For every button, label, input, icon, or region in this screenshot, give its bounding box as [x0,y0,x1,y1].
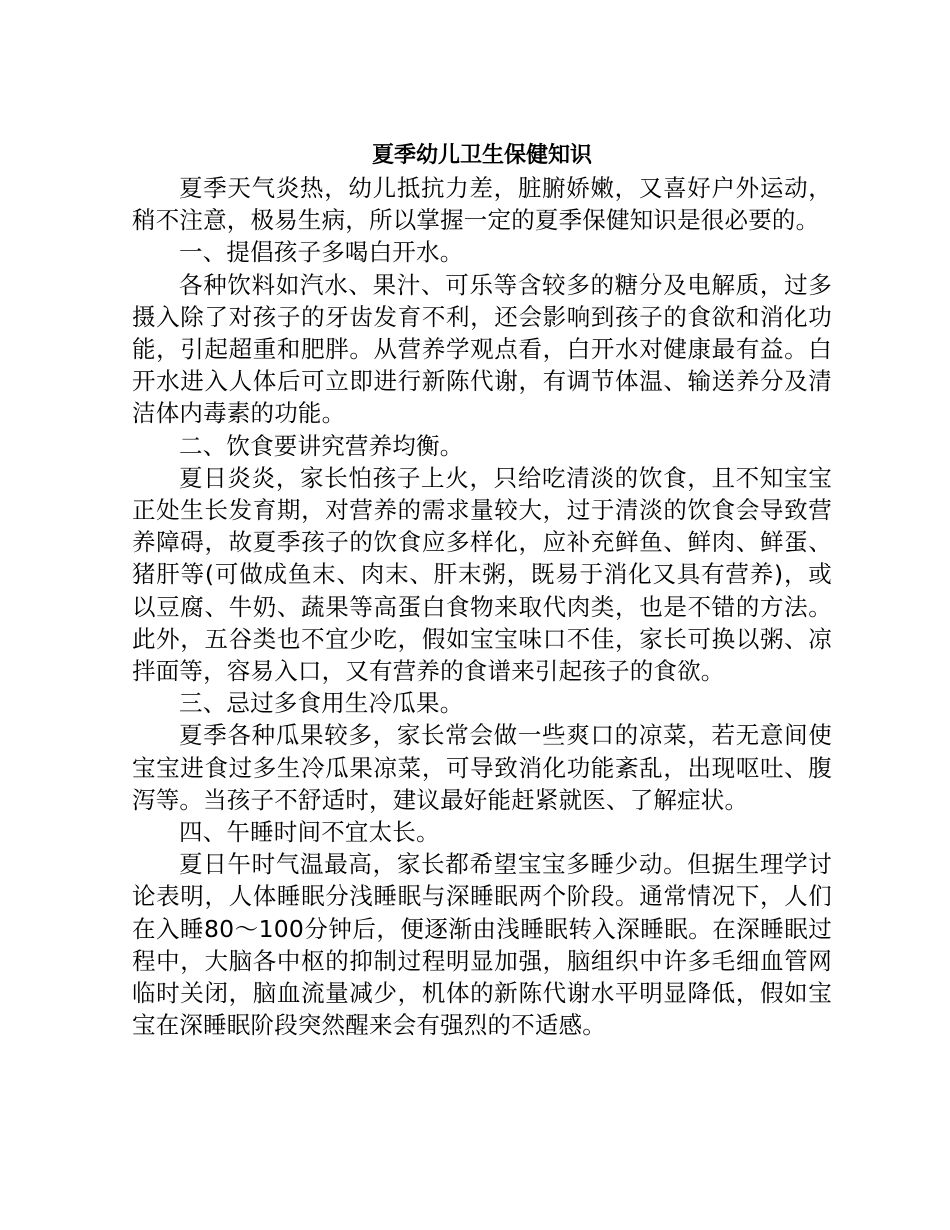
document-page [132,140,832,1041]
section-heading-3: 三、忌过多食用生冷瓜果。 [179,689,464,718]
paragraph-nutrition: 夏日炎炎，家长怕孩子上火，只给吃清淡的饮食，且不知宝宝正处生长发育期，对营养的需求量较大，过于清淡的饮食会导致营养障碍，故夏季孩子的饮食应多样化，应补充鲜鱼、鲜肉、鲜蛋、猪肝等(可做成鱼末、肉末、肝末粥，既易于消化又具有营养)，或以豆腐、牛奶、蔬果等高蛋白食物来取代肉类，也是不错的方法。此外，五谷类也不宜少吃，假如宝宝味口不佳，家长可换以粥、凉拌面等，容易入口，又有营养的食谱来引起孩子的食欲。 [132,463,832,686]
paragraph-water: 各种饮料如汽水、果汁、可乐等含较多的糖分及电解质，过多摄入除了对孩子的牙齿发育不利，还会影响到孩子的食欲和消化功能，引起超重和肥胖。从营养学观点看，白开水对健康最有益。白开水进入人体后可立即进行新陈代谢，有调节体温、输送养分及清洁体内毒素的功能。 [132,270,832,428]
paragraph-nap: 夏日午时气温最高，家长都希望宝宝多睡少动。但据生理学讨论表明，人体睡眠分浅睡眠与深睡眠两个阶段。通常情况下，人们在入睡80～100分钟后，便逐渐由浅睡眠转入深睡眠。在深睡眠过程中，大脑各中枢的抑制过程明显加强，脑组织中许多毛细血管网临时关闭，脑血流量减少，机体的新陈代谢水平明显降低，假如宝宝在深睡眠阶段突然醒来会有强烈的不适感。 [132,850,832,1040]
section-heading-1: 一、提倡孩子多喝白开水。 [179,238,464,267]
document-title: 夏季幼儿卫生保健知识 [371,143,592,168]
paragraph-cold-fruits: 夏季各种瓜果较多，家长常会做一些爽口的凉菜，若无意间使宝宝进食过多生冷瓜果凉菜，可导致消化功能紊乱，出现呕吐、腹泻等。当孩子不舒适时，建议最好能赶紧就医、了解症状。 [132,721,832,814]
section-heading-4: 四、午睡时间不宜太长。 [179,818,440,847]
section-heading-2: 二、饮食要讲究营养均衡。 [179,431,464,460]
paragraph-intro: 夏季天气炎热，幼儿抵抗力差，脏腑娇嫩，又喜好户外运动，稍不注意，极易生病，所以掌握一定的夏季保健知识是很必要的。 [132,174,832,235]
